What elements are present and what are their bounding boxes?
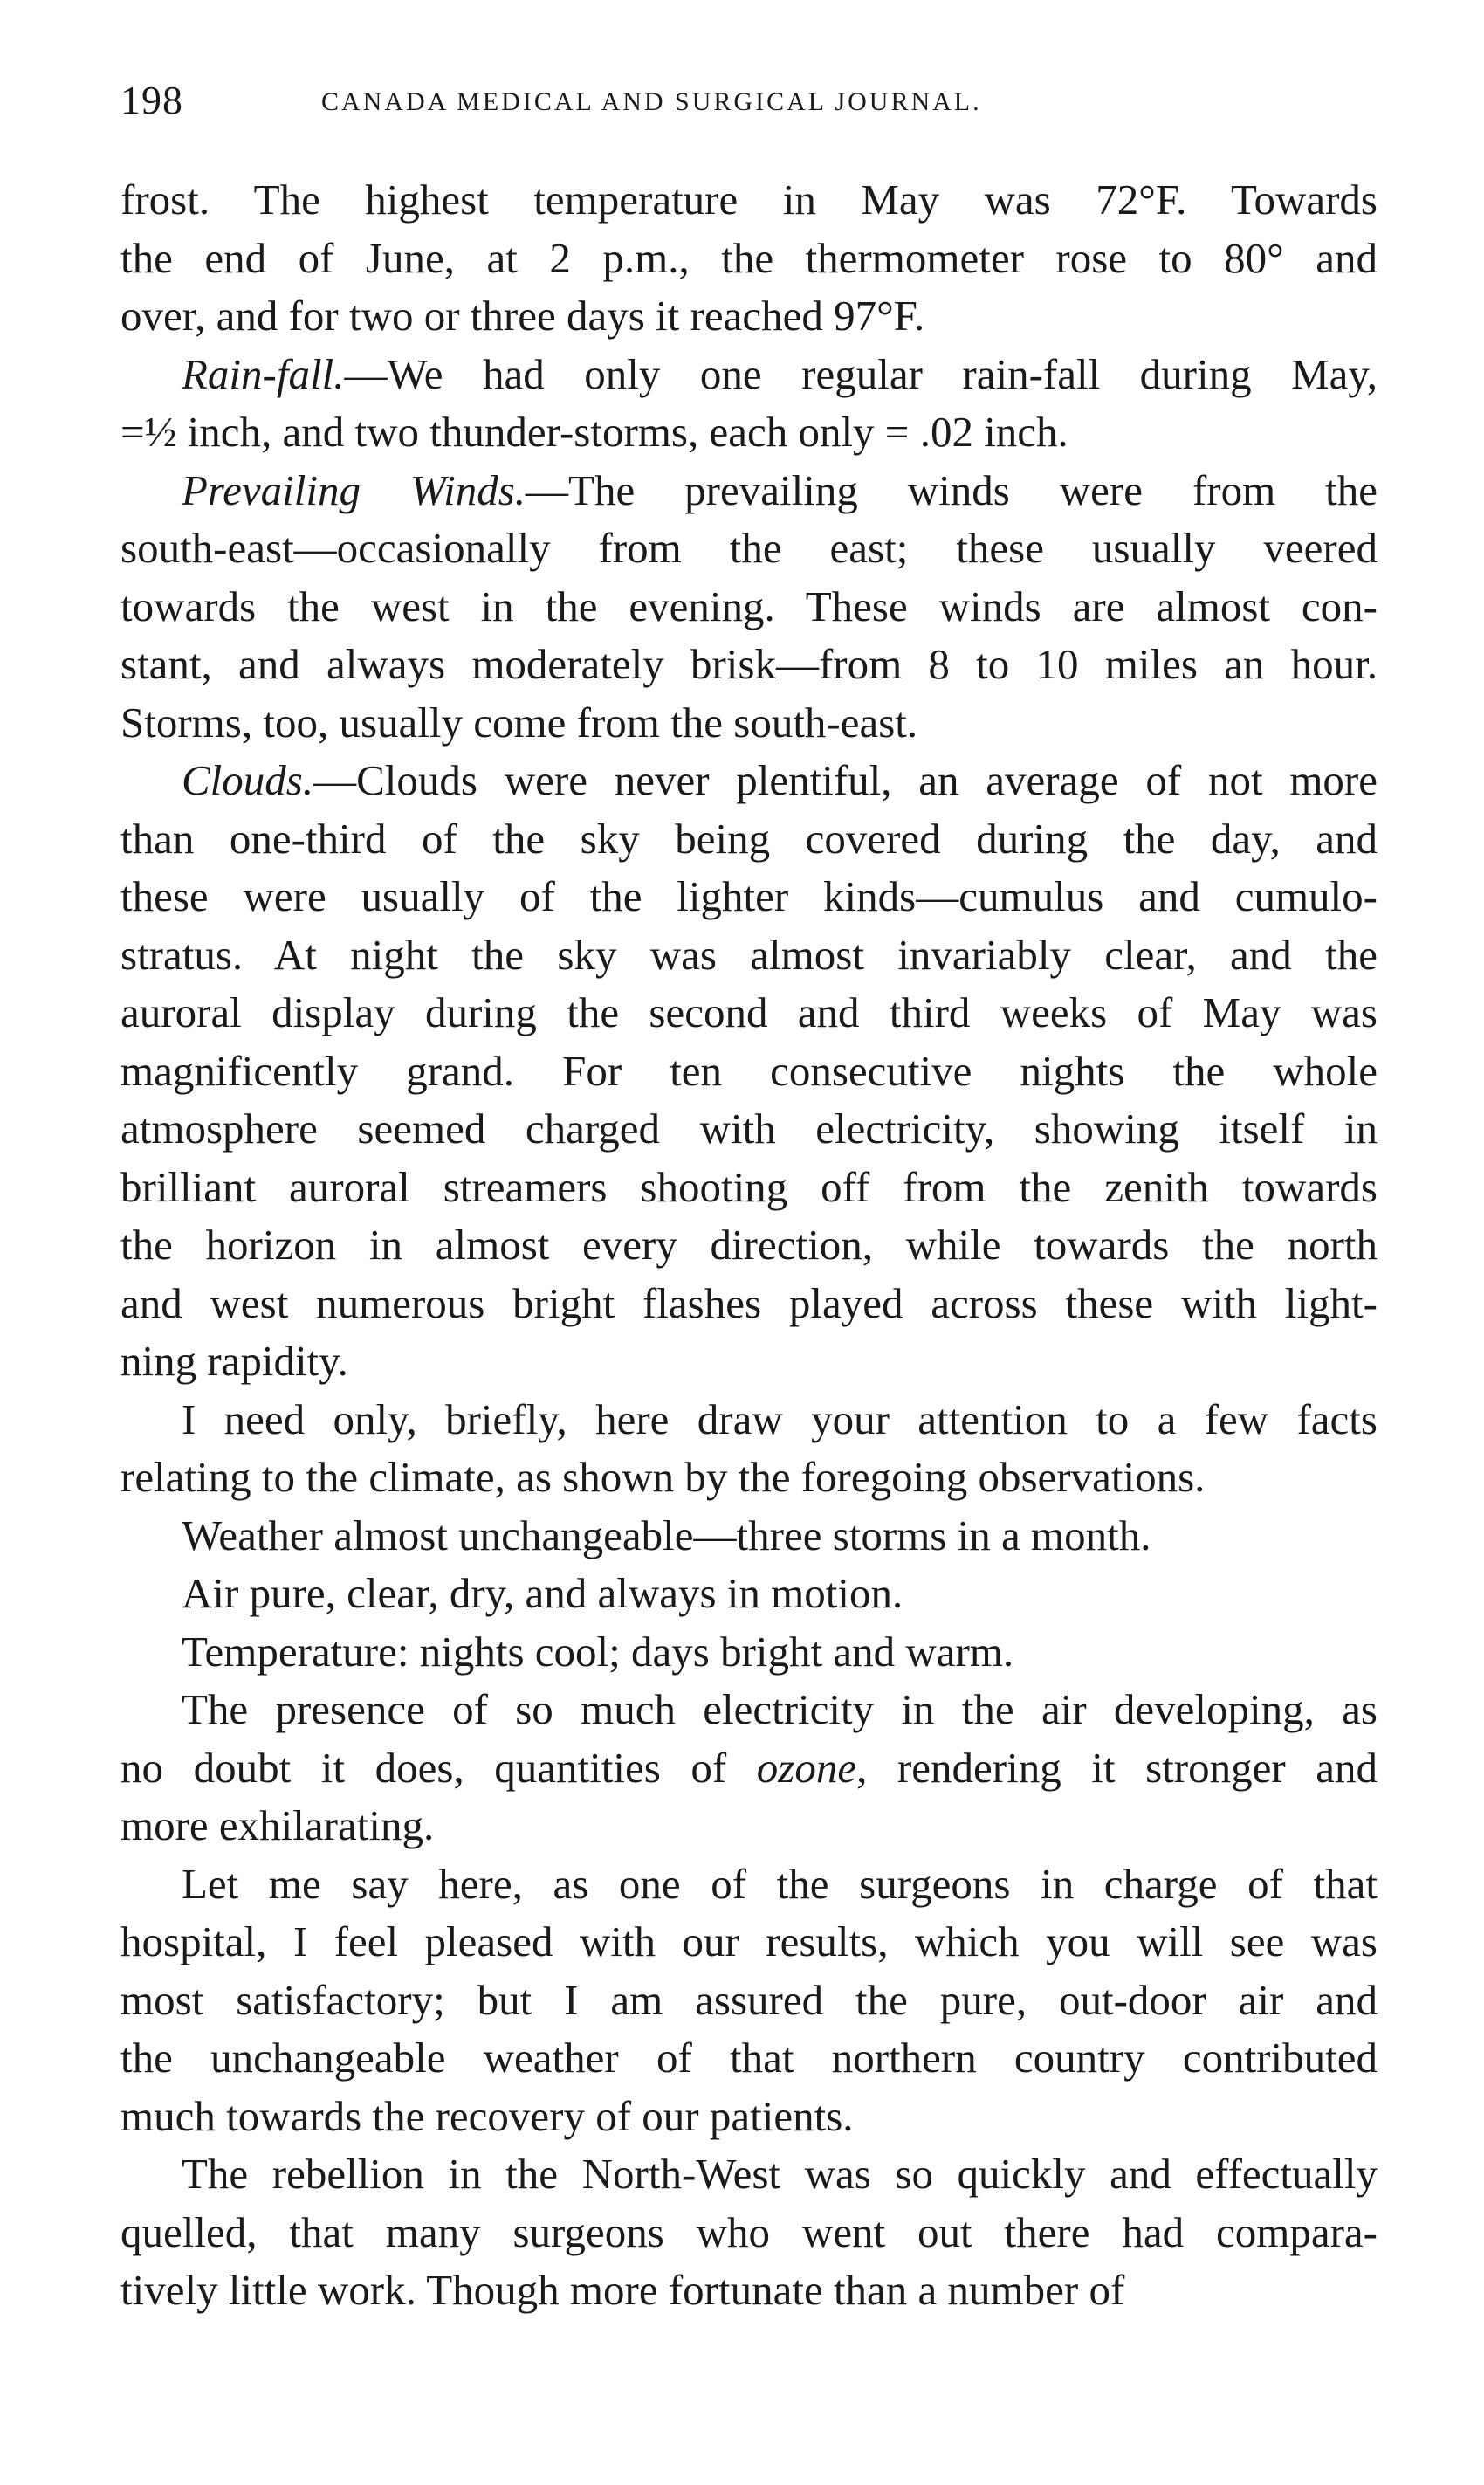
text-line	[120, 520, 1378, 578]
text-line	[120, 2088, 1378, 2146]
text-line	[120, 1507, 1378, 1566]
line-text: brilliant auroral streamers shooting off from the zenith towards	[120, 1162, 1378, 1211]
line-text: the end of June, at 2 p.m., the thermometer rose to 80° and	[120, 233, 1378, 282]
paragraph-p4	[120, 752, 1378, 1391]
line-text: these were usually of the lighter kinds—cumulus and cumulo-	[120, 872, 1378, 920]
text-line	[120, 578, 1378, 637]
text-line	[120, 1391, 1378, 1449]
line-text: south-east—occasionally from the east; these usually veered	[120, 524, 1378, 572]
line-text: stant, and always moderately brisk—from 8 to 10 miles an hour.	[120, 640, 1378, 688]
text-line	[120, 868, 1378, 926]
text-line	[120, 1913, 1378, 1972]
line-text: and west numerous bright flashes played across these with light-	[120, 1278, 1378, 1327]
paragraph-p10	[120, 1855, 1378, 2146]
paragraph-p11	[120, 2145, 1378, 2320]
paragraph-p6	[120, 1507, 1378, 1566]
text-line	[120, 1797, 1378, 1855]
paragraph-p5	[120, 1391, 1378, 1507]
line-text: frost. The highest temperature in May was 72°F. Towards	[120, 176, 1378, 224]
text-segment: no doubt it does, quantities of	[120, 1743, 757, 1792]
text-line	[120, 1855, 1378, 1914]
line-text: most satisfactory; but I am assured the pure, out-door air and	[120, 1975, 1378, 2024]
line-text: —We had only one regular rain-fall during May,	[344, 349, 1378, 398]
paragraph-heading: Prevailing Winds.	[182, 465, 526, 514]
line-text: hospital, I feel pleased with our results, which you will see was	[120, 1917, 1378, 1965]
text-line	[120, 926, 1378, 985]
text-line	[120, 287, 1378, 346]
paragraph-heading: Clouds.	[182, 756, 314, 804]
page	[120, 77, 1378, 2320]
line-text: stratus. At night the sky was almost invariably clear, and the	[120, 930, 1378, 979]
paragraph-p7	[120, 1565, 1378, 1623]
text-line	[120, 403, 1378, 462]
text-line	[120, 1972, 1378, 2030]
line-text: Temperature: nights cool; days bright and warm.	[182, 1627, 1014, 1676]
text-segment: more exhilarating.	[120, 1801, 435, 1849]
text-line	[120, 694, 1378, 753]
text-line	[120, 1565, 1378, 1623]
text-line	[120, 810, 1378, 869]
paragraph-p9	[120, 1681, 1378, 1855]
text-line	[120, 1216, 1378, 1275]
line-text: towards the west in the evening. These winds are almost con-	[120, 582, 1378, 630]
text-line	[120, 462, 1378, 520]
text-line	[120, 1681, 1378, 1739]
text-line	[120, 1623, 1378, 1682]
journal-title: CANADA MEDICAL AND SURGICAL JOURNAL.	[321, 87, 982, 116]
line-text: the unchangeable weather of that northern country contributed	[120, 2034, 1378, 2082]
line-text: atmosphere seemed charged with electricity, showing itself in	[120, 1105, 1378, 1153]
text-line	[120, 2204, 1378, 2262]
paragraph-p1	[120, 171, 1378, 346]
text-line	[120, 171, 1378, 230]
line-text: auroral display during the second and third weeks of May was	[120, 988, 1378, 1036]
line-text: =½ inch, and two thunder-storms, each only = .02 inch.	[120, 408, 1068, 456]
line-text: than one-third of the sky being covered during the day, and	[120, 814, 1378, 863]
text-line	[120, 1275, 1378, 1333]
line-text: Air pure, clear, dry, and always in motion.	[182, 1569, 903, 1617]
line-text: —The prevailing winds were from the	[526, 465, 1378, 514]
running-head	[120, 77, 1378, 138]
text-line	[120, 1332, 1378, 1391]
line-text: Let me say here, as one of the surgeons in charge of that	[182, 1859, 1378, 1908]
page-number: 198	[120, 78, 183, 122]
line-text: tively little work. Though more fortunate than a number of	[120, 2266, 1125, 2314]
text-line	[120, 230, 1378, 288]
text-line	[120, 2029, 1378, 2088]
line-text: ning rapidity.	[120, 1337, 348, 1385]
text-line	[120, 752, 1378, 810]
text-line	[120, 1739, 1378, 1798]
paragraph-p2	[120, 346, 1378, 462]
line-text: I need only, briefly, here draw your attention to a few facts	[182, 1394, 1378, 1443]
body-text	[120, 171, 1378, 2320]
paragraph-p3	[120, 462, 1378, 753]
text-segment: The presence of so much electricity in the air developing, as	[182, 1685, 1378, 1733]
line-text: —Clouds were never plentiful, an average of not more	[313, 756, 1378, 804]
line-text: magnificently grand. For ten consecutive nights the whole	[120, 1046, 1378, 1095]
text-line	[120, 1100, 1378, 1159]
line-text: quelled, that many surgeons who went out there had compara-	[120, 2207, 1378, 2256]
text-line	[120, 636, 1378, 694]
paragraph-heading: Rain-fall.	[182, 349, 345, 398]
text-line	[120, 1159, 1378, 1217]
line-text: Weather almost unchangeable—three storms in a month.	[182, 1511, 1151, 1559]
line-text: much towards the recovery of our patients.	[120, 2091, 854, 2140]
paragraph-p8	[120, 1623, 1378, 1682]
text-line	[120, 346, 1378, 404]
text-line	[120, 1449, 1378, 1507]
text-line	[120, 2261, 1378, 2320]
line-text: the horizon in almost every direction, while towards the north	[120, 1221, 1378, 1269]
emphasized-word: ozone	[756, 1743, 857, 1792]
line-text: Storms, too, usually come from the south-east.	[120, 698, 918, 747]
text-line	[120, 1043, 1378, 1101]
line-text: relating to the climate, as shown by the foregoing observations.	[120, 1453, 1206, 1501]
line-text: over, and for two or three days it reached 97°F.	[120, 292, 925, 340]
text-line	[120, 984, 1378, 1043]
text-line	[120, 2145, 1378, 2204]
text-segment: , rendering it stronger and	[856, 1743, 1378, 1792]
line-text: The rebellion in the North-West was so quickly and effectually	[182, 2150, 1378, 2198]
